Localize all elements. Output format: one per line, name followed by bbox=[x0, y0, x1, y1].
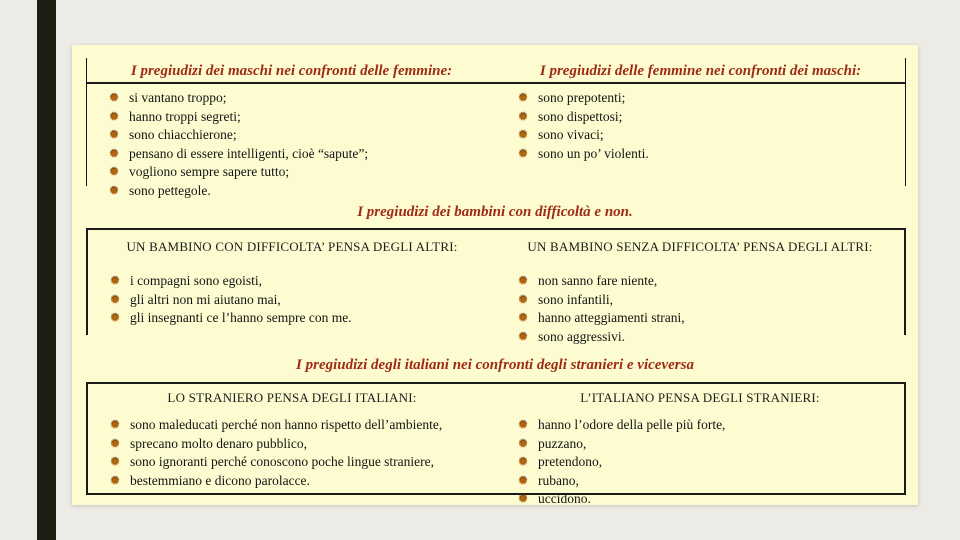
list-item bbox=[109, 108, 496, 127]
star-bullet-icon: ✹ bbox=[518, 292, 529, 307]
list-item-text: sono vivaci; bbox=[538, 127, 604, 142]
section1-right-header: I pregiudizi delle femmine nei confronti dei maschi: bbox=[539, 63, 862, 79]
slide bbox=[72, 45, 918, 505]
section3-left-header: LO STRANIERO PENSA DEGLI ITALIANI: bbox=[167, 390, 417, 405]
star-bullet-icon: ✹ bbox=[518, 146, 529, 161]
section2-right-list bbox=[496, 255, 904, 346]
list-item bbox=[518, 472, 904, 491]
list-item bbox=[109, 182, 496, 201]
list-item bbox=[110, 291, 496, 310]
section1-right-column bbox=[496, 84, 905, 212]
section1-right-list bbox=[496, 84, 905, 163]
list-item-text: vogliono sempre sapere tutto; bbox=[129, 164, 290, 179]
list-item bbox=[109, 145, 496, 164]
section-bambini bbox=[86, 228, 906, 344]
list-item bbox=[110, 272, 496, 291]
list-item bbox=[518, 108, 905, 127]
star-bullet-icon: ✹ bbox=[518, 418, 529, 432]
list-item bbox=[109, 89, 496, 108]
section3-right-column bbox=[496, 384, 904, 506]
section2-title: I pregiudizi dei bambini con difficoltà e non. bbox=[357, 204, 633, 220]
list-item-text: rubano, bbox=[538, 472, 579, 488]
section1-left-column bbox=[87, 84, 496, 212]
star-bullet-icon: ✹ bbox=[110, 418, 121, 432]
section1-left-list bbox=[87, 84, 496, 200]
star-bullet-icon: ✹ bbox=[518, 91, 529, 105]
list-item-text: bestemmiano e dicono parolacce. bbox=[130, 472, 310, 488]
section3-title: I pregiudizi degli italiani nei confronti degli stranieri e viceversa bbox=[296, 357, 694, 373]
list-item-text: uccidono. bbox=[538, 491, 591, 506]
list-item bbox=[110, 309, 496, 328]
star-bullet-icon: ✹ bbox=[110, 455, 121, 469]
list-item-text: sono prepotenti; bbox=[538, 90, 626, 105]
list-item-text: sono ignoranti perché conoscono poche lingue straniere, bbox=[130, 454, 435, 469]
star-bullet-icon: ✹ bbox=[518, 492, 529, 506]
star-bullet-icon: ✹ bbox=[109, 109, 120, 124]
list-item bbox=[518, 272, 904, 291]
section1-columns bbox=[87, 84, 905, 212]
star-bullet-icon: ✹ bbox=[109, 183, 120, 198]
list-item-text: pretendono, bbox=[538, 454, 603, 469]
list-item bbox=[110, 453, 496, 472]
list-item-text: hanno atteggiamenti strani, bbox=[538, 310, 685, 325]
list-item bbox=[110, 416, 496, 435]
list-item-text: sono un po’ violenti. bbox=[538, 145, 649, 161]
section3-left-list bbox=[88, 406, 496, 490]
section2-left-column bbox=[88, 230, 496, 335]
star-bullet-icon: ✹ bbox=[109, 91, 120, 105]
list-item bbox=[109, 163, 496, 182]
star-bullet-icon: ✹ bbox=[518, 455, 529, 469]
section1-left-header: I pregiudizi dei maschi nei confronti delle femmine: bbox=[130, 63, 453, 79]
list-item-text: hanno troppi segreti; bbox=[129, 108, 241, 124]
section2-columns bbox=[88, 230, 904, 344]
star-bullet-icon: ✹ bbox=[109, 165, 120, 179]
star-bullet-icon: ✹ bbox=[110, 473, 121, 488]
star-bullet-icon: ✹ bbox=[110, 311, 121, 325]
list-item-text: sono pettegole. bbox=[129, 182, 211, 198]
list-item-text: pensano di essere intelligenti, cioè “sapute”; bbox=[129, 145, 369, 161]
list-item bbox=[518, 89, 905, 108]
star-bullet-icon: ✹ bbox=[518, 436, 529, 451]
list-item bbox=[109, 126, 496, 145]
list-item-text: gli insegnanti ce l’hanno sempre con me. bbox=[130, 310, 352, 325]
list-item bbox=[110, 435, 496, 454]
star-bullet-icon: ✹ bbox=[110, 292, 121, 307]
star-bullet-icon: ✹ bbox=[110, 436, 121, 451]
section1-header-row bbox=[87, 58, 905, 84]
list-item bbox=[518, 453, 904, 472]
list-item-text: sono infantili, bbox=[538, 291, 613, 307]
list-item bbox=[518, 145, 905, 164]
section-maschi-femmine bbox=[86, 58, 906, 198]
section3-left-column bbox=[88, 384, 496, 493]
star-bullet-icon: ✹ bbox=[518, 329, 529, 344]
section2-left-list bbox=[88, 255, 496, 328]
section2-right-header: UN BAMBINO SENZA DIFFICOLTA’ PENSA DEGLI ALTRI: bbox=[527, 239, 873, 254]
section2-left-header: UN BAMBINO CON DIFFICOLTA’ PENSA DEGLI ALTRI: bbox=[126, 239, 458, 254]
list-item bbox=[518, 309, 904, 328]
star-bullet-icon: ✹ bbox=[518, 128, 529, 142]
list-item-text: hanno l’odore della pelle più forte, bbox=[538, 417, 726, 432]
list-item bbox=[518, 416, 904, 435]
list-item bbox=[518, 435, 904, 454]
star-bullet-icon: ✹ bbox=[518, 311, 529, 325]
star-bullet-icon: ✹ bbox=[109, 146, 120, 161]
star-bullet-icon: ✹ bbox=[518, 473, 529, 488]
section3-columns bbox=[88, 384, 904, 506]
section2-right-column bbox=[496, 230, 904, 344]
list-item-text: sono aggressivi. bbox=[538, 328, 625, 344]
section-stranieri bbox=[86, 382, 906, 506]
section3-right-header: L’ITALIANO PENSA DEGLI STRANIERI: bbox=[580, 390, 820, 405]
star-bullet-icon: ✹ bbox=[109, 128, 120, 142]
list-item-text: sono dispettosi; bbox=[538, 108, 623, 124]
list-item bbox=[518, 490, 904, 509]
star-bullet-icon: ✹ bbox=[110, 274, 121, 288]
list-item-text: sprecano molto denaro pubblico, bbox=[130, 435, 307, 451]
list-item bbox=[518, 291, 904, 310]
list-item-text: puzzano, bbox=[538, 435, 587, 451]
section3-right-list bbox=[496, 406, 904, 509]
list-item bbox=[110, 472, 496, 491]
list-item bbox=[518, 126, 905, 145]
left-dark-bar bbox=[37, 0, 56, 540]
list-item-text: gli altri non mi aiutano mai, bbox=[130, 291, 281, 307]
list-item-text: sono chiacchierone; bbox=[129, 127, 237, 142]
list-item-text: sono maleducati perché non hanno rispetto dell’ambiente, bbox=[130, 417, 443, 432]
list-item bbox=[518, 328, 904, 347]
star-bullet-icon: ✹ bbox=[518, 274, 529, 288]
list-item-text: i compagni sono egoisti, bbox=[130, 273, 262, 288]
list-item-text: non sanno fare niente, bbox=[538, 273, 658, 288]
list-item-text: si vantano troppo; bbox=[129, 90, 227, 105]
star-bullet-icon: ✹ bbox=[518, 109, 529, 124]
